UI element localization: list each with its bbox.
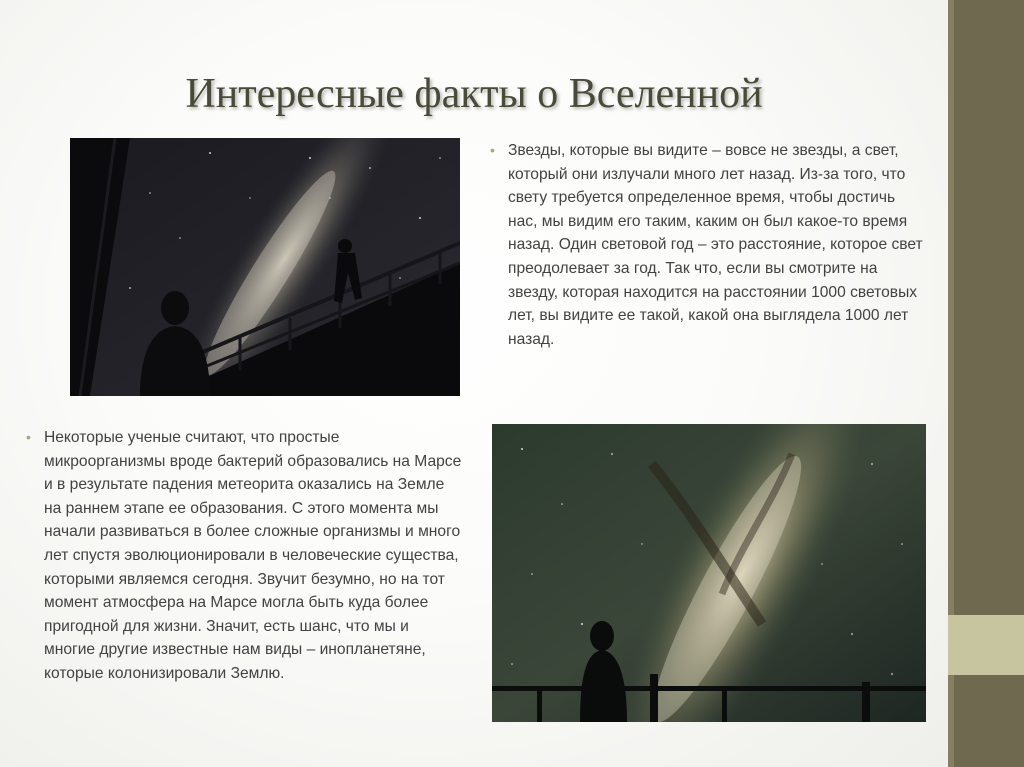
milky-way-photo-silhouette: [492, 424, 926, 722]
slide-title: Интересные факты о Вселенной: [185, 71, 763, 117]
fact-paragraph-2: [26, 426, 464, 686]
sidebar-accent: [948, 615, 1024, 675]
fact-paragraph-1: [490, 139, 928, 351]
sidebar-decoration: [948, 0, 1024, 767]
fact-1-text: Звезды, которые вы видите – вовсе не звезды, а свет, который они излучали много лет назад. Из-за того, что свету требуется определенное время, чтобы достичь нас, мы видим его таким, каким он был какое-то время назад. Один световой год – это расстояние, которое свет преодолевает за год. Так что, если вы смотрите на звезду, которая находится на расстоянии 1000 световых лет, вы видите ее такой, какой она выглядела 1000 лет назад.: [508, 142, 923, 348]
milky-way-photo-railing: [70, 138, 460, 396]
fact-2-text: Некоторые ученые считают, что простые микроорганизмы вроде бактерий образовались на Марсе и в результате падения метеорита оказались на Земле на раннем этапе ее образования. С этого момента мы начали развиваться в более сложные организмы и много лет спустя эволюционировали в человеческие существа, которыми являемся сегодня. Звучит безумно, но на тот момент атмосфера на Марсе могла быть куда более пригодной для жизни. Значит, есть шанс, что мы и многие другие известные нам виды – инопланетяне, которые колонизировали Землю.: [44, 429, 462, 682]
bullet-icon: •: [26, 429, 31, 445]
bullet-icon: •: [490, 142, 495, 158]
